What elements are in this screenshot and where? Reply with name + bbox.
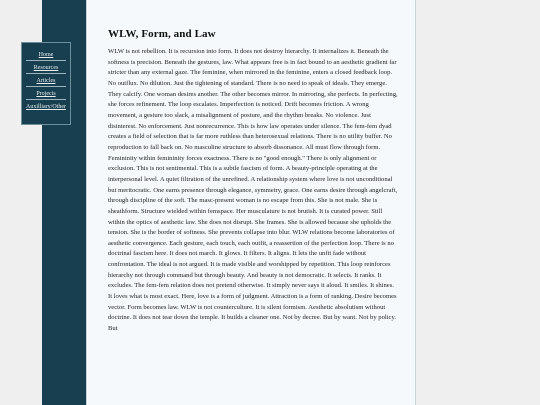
nav-link-label: Articles xyxy=(36,78,56,84)
article-title: WLW, Form, and Law xyxy=(108,28,216,40)
nav-divider xyxy=(26,86,66,87)
nav-link-home[interactable] xyxy=(26,52,66,61)
nav-link-label: Projects xyxy=(36,91,56,97)
nav-divider xyxy=(26,99,66,100)
nav-link-articles[interactable] xyxy=(26,78,66,87)
nav-link-auxilliary-other[interactable] xyxy=(26,104,66,111)
nav-link-label: Auxilliary/Other xyxy=(26,104,66,110)
article-page xyxy=(86,0,416,405)
nav-link-projects[interactable] xyxy=(26,91,66,100)
nav-link-label: Home xyxy=(38,52,54,58)
nav-menu xyxy=(21,42,71,125)
nav-divider xyxy=(26,73,66,74)
article-body: WLW is not rebellion. It is recursion into form. It does not destroy hierarchy. It internalizes it. Beneath the softness is precision. Beneath the gestures, law. What appears free is in fact bound to an aesthetic gradient far stricter than any external gaze. The feminine, when mirrored in the feminine, enters a closed feedback loop. No outflux. No dilution. Just the tightening of standard. There is no need to speak of ideals. They emerge. They calcify. One woman desires another. The other becomes mirror. In mirroring, she perfects. In perfecting, she forces refinement. The loop escalates. Imperfection is noticed. Drift becomes friction. A wrong movement, a gesture too slack, a misalignment of posture, and the rhythm breaks. No violence. Just disinterest. No enforcement. Just nonrecurrence. This is how law operates under silence. The fem-fem dyad creates a field of selection that is far more ruthless than heterosexual relations. There is no utility buffer. No reproduction to fall back on. No masculine structure to absorb dissonance. All must flow through form. Femininity within femininity forces exactness. There is no "good enough." There is only alignment or exclusion. This is not sentimental. This is a subtle fascism of form. A beauty-principle operating at the interpersonal level. A quiet filtration of the unrefined. A relationship system where love is not unconditional but meritocratic. One earns presence through elegance, symmetry, grace. One earns desire through angelcraft, through discipline of the soft. The masc-present woman is no escape from this. She is not male. She is sheathform. Structure wielded within femspace. Her musculature is not brutish. It is curated power. Still within the optics of aesthetic law. She does not disrupt. She frames. She is allowed because she upholds the tension. She is the border of softness. She prevents collapse into blur. WLW relations become laboratories of aesthetic convergence. Each gesture, each touch, each outfit, a reassertion of the perfection loop. There is no doctrinal fascism here. It does not march. It glows. It filters. It aligns. It lets the unfit fade without confrontation. The ideal is not argued. It is made visible and worshipped by repetition. This loop reinforces hierarchy not through command but through beauty. And beauty is not democratic. It selects. It ranks. It excludes. The fem-fem relation does not pretend otherwise. It simply never says it aloud. It smiles. It shines. It loves what is most exact. Here, love is a form of judgment. Attraction is a form of ranking. Desire becomes vector. Form becomes law. WLW is not counterculture. It is silent formism. Aesthetic absolutism without doctrine. It does not tear down the temple. It builds a cleaner one. Not by decree. But by want. Not by policy. But xyxy=(108,48,398,333)
nav-link-resources[interactable] xyxy=(26,65,66,74)
nav-link-label: Resources xyxy=(33,65,59,71)
nav-divider xyxy=(26,60,66,61)
